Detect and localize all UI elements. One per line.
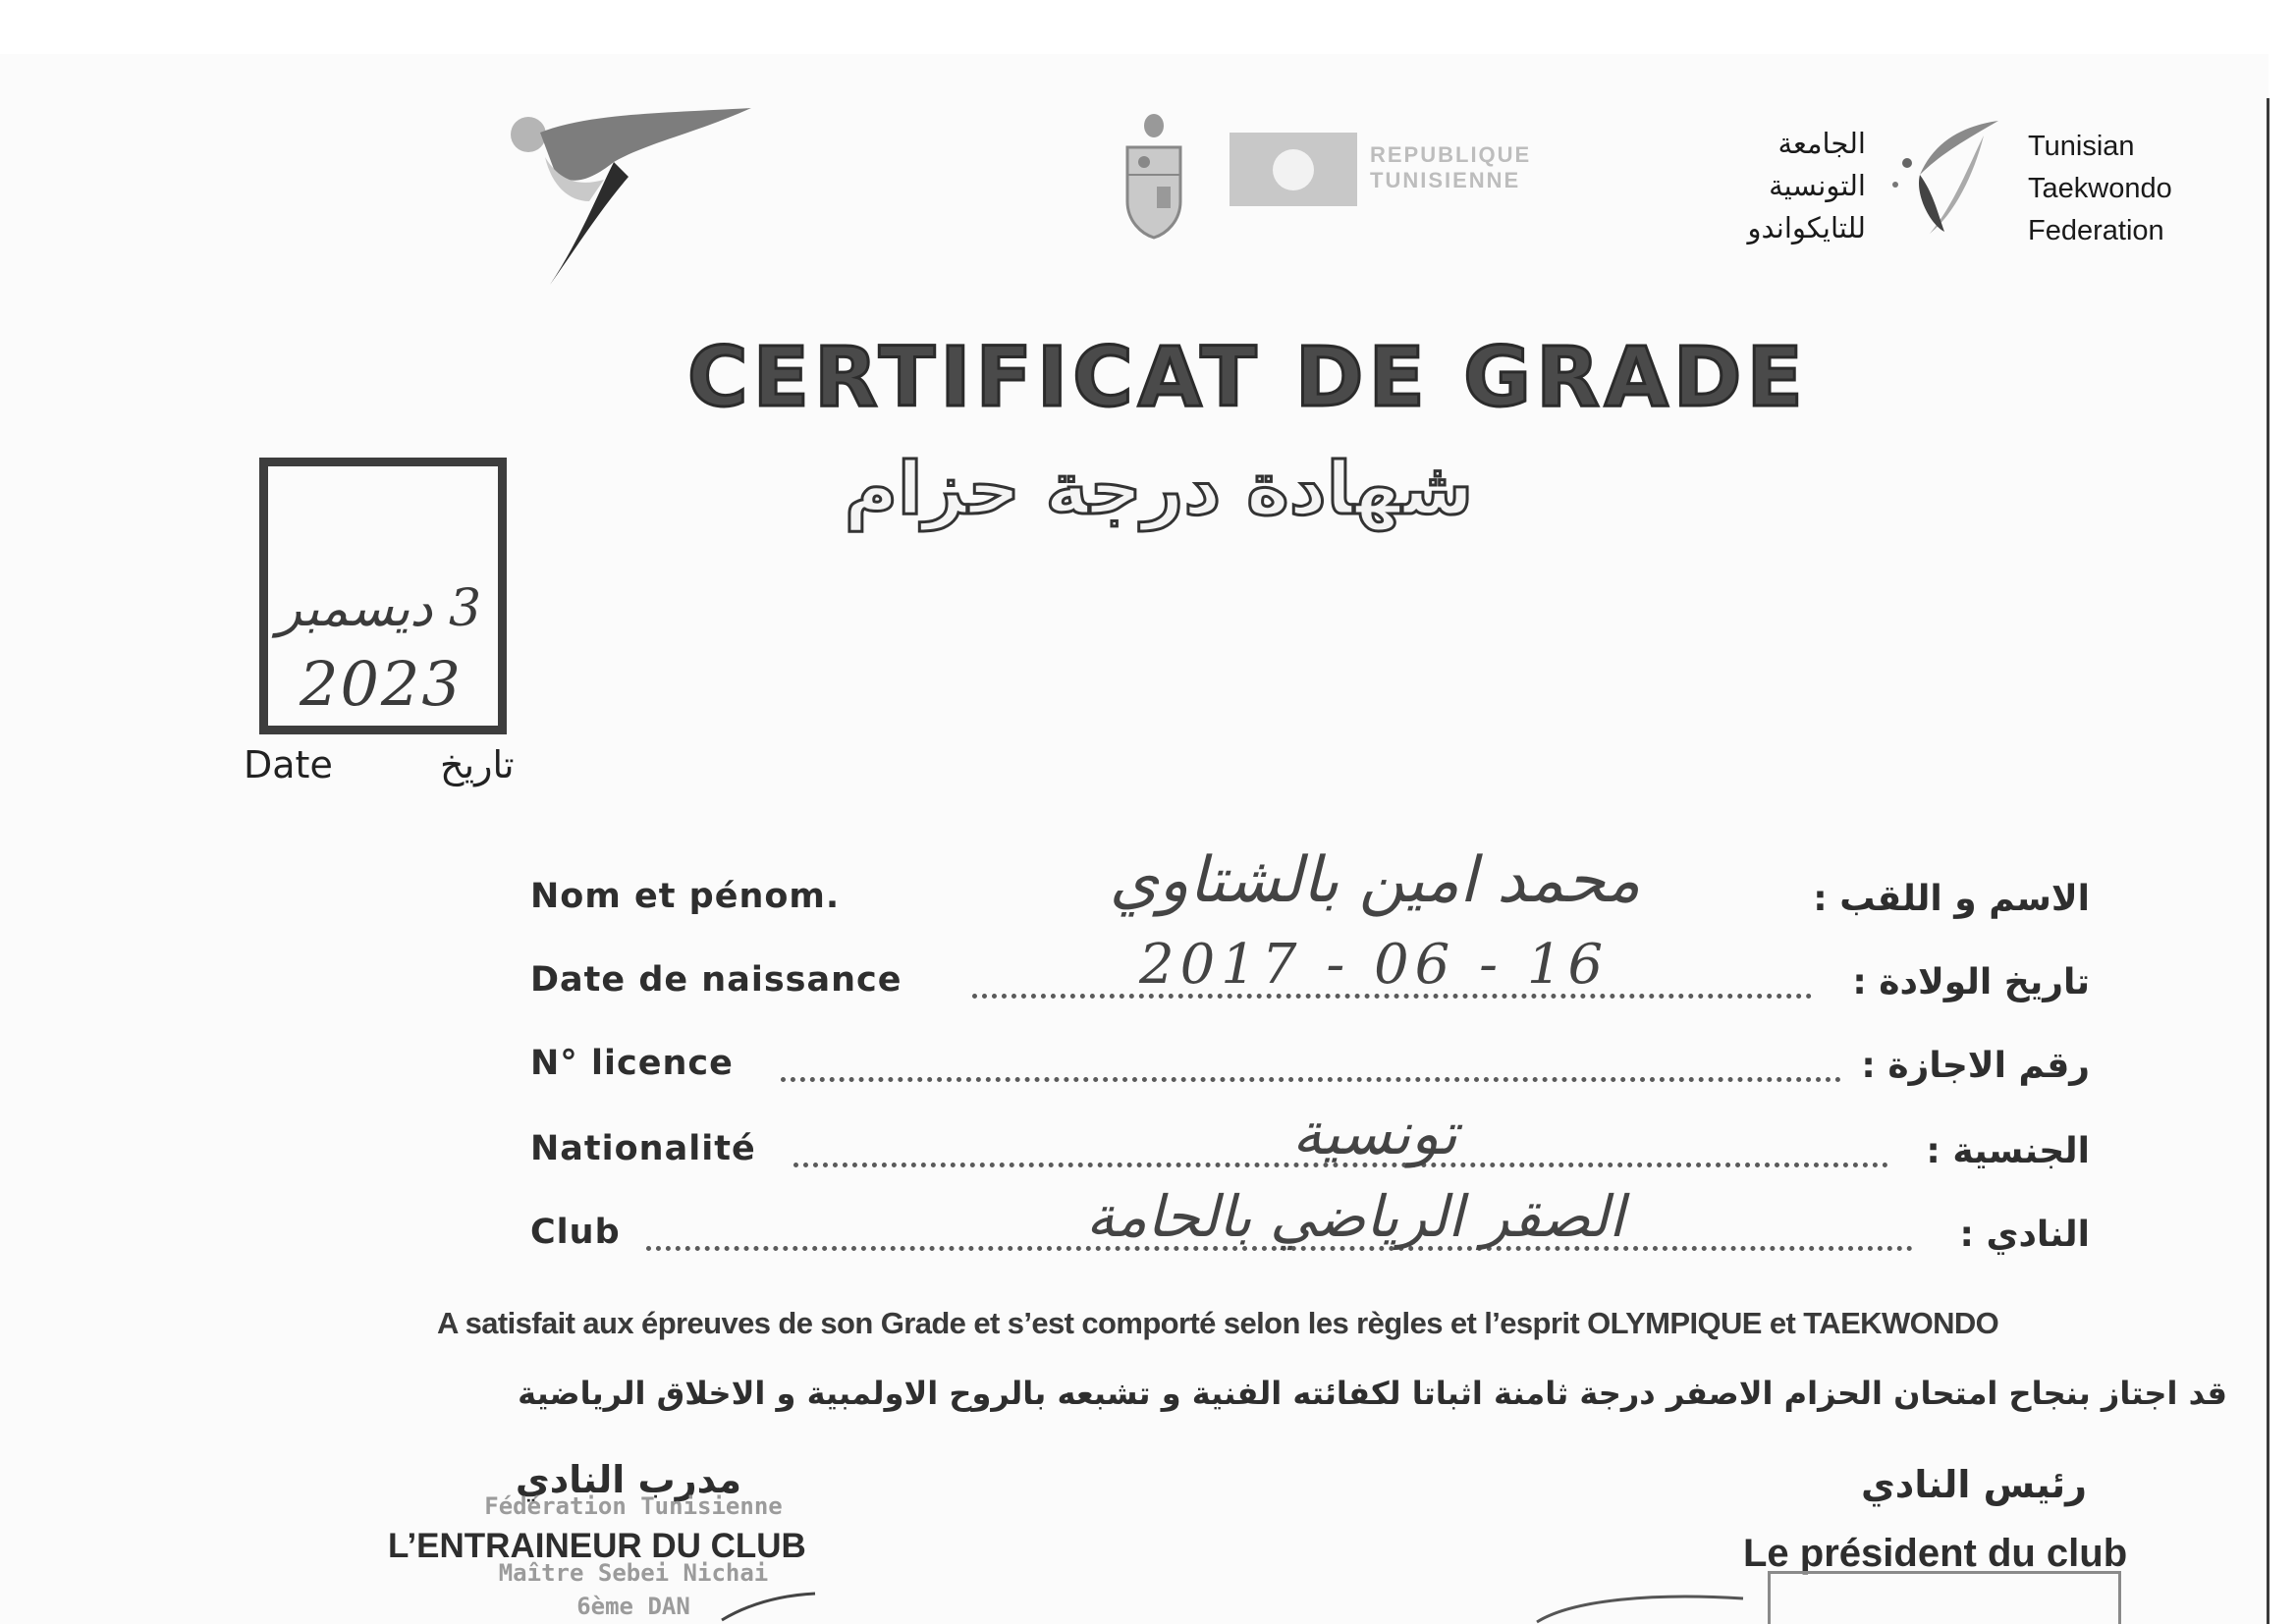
president-label-fr: Le président du club xyxy=(1743,1532,2128,1575)
date-label-ar: تاريخ xyxy=(440,743,515,786)
federation-ar-line2: التونسية xyxy=(1769,169,1866,202)
federation-ar-line1: الجامعة xyxy=(1777,127,1866,160)
field-label-fr: N° licence xyxy=(530,1044,734,1083)
federation-en-line1: Tunisian xyxy=(2028,131,2135,162)
field-label-ar: رقم الاجازة : xyxy=(1861,1046,2090,1086)
coach-label-ar: مدرب النادي xyxy=(515,1458,742,1501)
declaration-fr: A satisfait aux épreuves de son Grade et s’est comporté selon les règles et l’esprit OLYMPIQUE et TAEKWONDO xyxy=(437,1306,1999,1340)
tunisia-flag-icon xyxy=(1230,133,1357,206)
president-stamp xyxy=(1768,1571,2121,1624)
field-value-handwritten: الصقر الرياضي بالحامة xyxy=(1085,1183,1625,1250)
date-label-fr: Date xyxy=(244,743,333,786)
field-label-ar: الاسم و اللقب : xyxy=(1813,879,2090,919)
tunisia-crest-icon xyxy=(1120,108,1188,241)
federation-en-line2: Taekwondo xyxy=(2028,173,2172,204)
field-value-handwritten: محمد امين بالشتاوي xyxy=(1109,844,1641,917)
declaration-ar: قد اجتاز بنجاح امتحان الحزام الاصفر درجة ثامنة اثباتا لكفائته الفنية و تشبعه بالروح الاولمبية و الاخلاق الرياضية xyxy=(518,1375,2227,1412)
field-value-handwritten: تونسية xyxy=(1291,1100,1458,1168)
sheet-edge xyxy=(2267,98,2269,1624)
president-label-ar: رئيس النادي xyxy=(1860,1463,2087,1506)
coach-label-fr: L’ENTRAINEUR DU CLUB xyxy=(388,1527,806,1565)
federation-ar-line3: للتايكواندو xyxy=(1747,211,1866,244)
taekwondo-kicker-logo xyxy=(501,103,756,290)
president-signature xyxy=(1532,1591,1748,1624)
dotted-line xyxy=(781,1073,1841,1082)
field-label-fr: Nom et pénom. xyxy=(530,877,841,916)
certificate-title-ar: شهادة درجة حزام xyxy=(844,447,1474,531)
federation-en-line3: Federation xyxy=(2028,215,2164,246)
federation-name-en xyxy=(2028,126,2172,252)
handwritten-date-year: 2023 xyxy=(300,648,463,720)
field-label-ar: النادي : xyxy=(1959,1215,2090,1255)
field-label-fr: Nationalité xyxy=(530,1129,756,1168)
coach-stamp-line2: Maître Sebei Nichai xyxy=(498,1559,769,1587)
federation-logo-icon xyxy=(1886,116,2003,239)
republic-text-line2: TUNISIENNE xyxy=(1370,168,1521,192)
field-label-fr: Date de naissance xyxy=(530,960,902,1000)
coach-signature xyxy=(717,1586,835,1624)
federation-name-ar xyxy=(1689,123,1866,249)
republic-text xyxy=(1370,142,1531,193)
coach-stamp-line3: 6ème DAN xyxy=(576,1593,690,1620)
field-label-ar: تاريخ الولادة : xyxy=(1852,962,2090,1002)
handwritten-date-day-month: 3 ديسمبر xyxy=(277,579,482,638)
field-label-fr: Club xyxy=(530,1213,621,1252)
coach-stamp-line1: Fédération Tunisienne xyxy=(484,1492,783,1520)
republic-text-line1: REPUBLIQUE xyxy=(1370,142,1532,167)
certificate-title-fr: CERTIFICAT DE GRADE xyxy=(687,329,1808,425)
field-label-ar: الجنسية : xyxy=(1926,1131,2090,1171)
field-value-handwritten: 2017 - 06 - 16 xyxy=(1139,933,1610,997)
